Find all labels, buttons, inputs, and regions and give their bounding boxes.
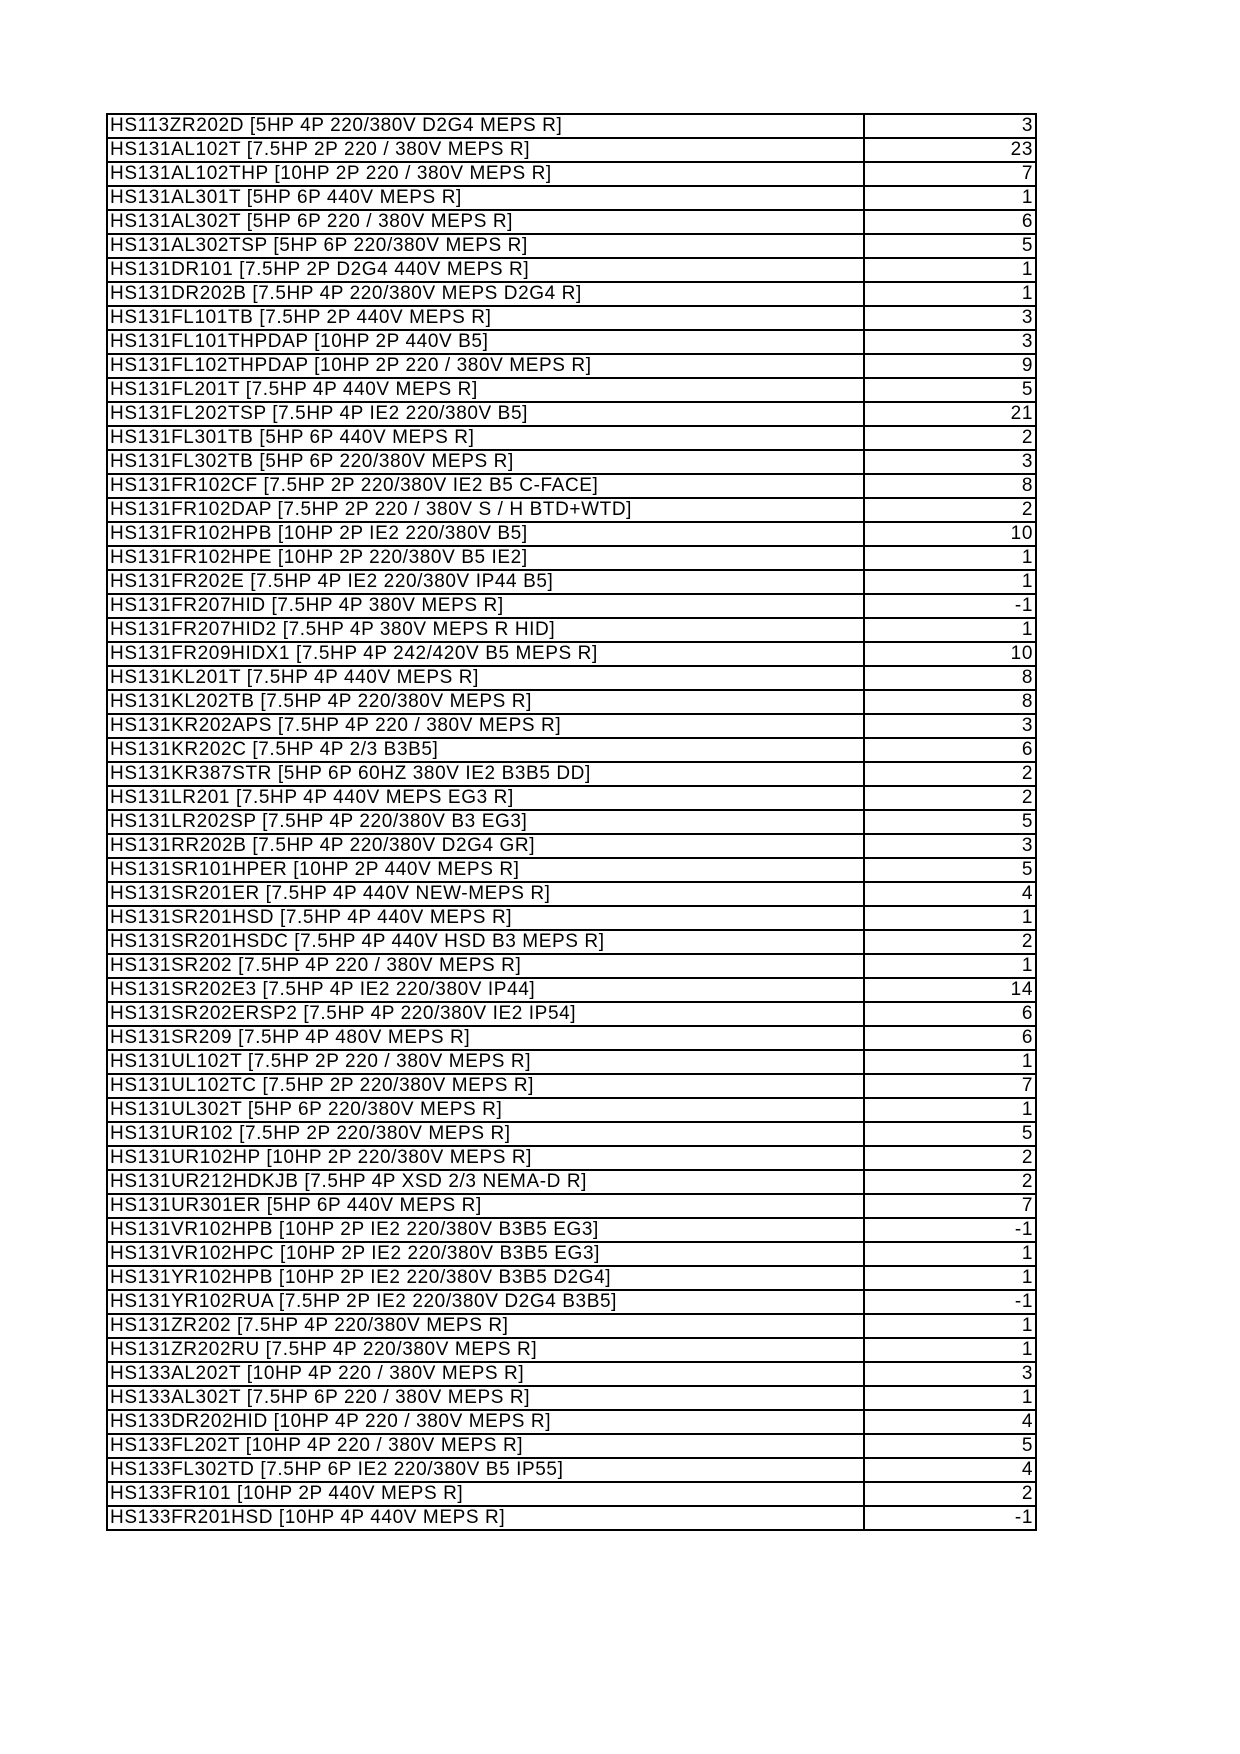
table-row bbox=[107, 354, 1036, 378]
table-row bbox=[107, 546, 1036, 570]
table-row bbox=[107, 786, 1036, 810]
item-description-cell: HS131FL202TSP [7.5HP 4P IE2 220/380V B5] bbox=[107, 402, 864, 426]
quantity-cell: 1 bbox=[864, 1242, 1036, 1266]
item-description-cell: HS131KR202APS [7.5HP 4P 220 / 380V MEPS R] bbox=[107, 714, 864, 738]
item-description-cell: HS131SR201ER [7.5HP 4P 440V NEW-MEPS R] bbox=[107, 882, 864, 906]
table-row bbox=[107, 666, 1036, 690]
item-description-cell: HS133DR202HID [10HP 4P 220 / 380V MEPS R] bbox=[107, 1410, 864, 1434]
quantity-cell: 2 bbox=[864, 786, 1036, 810]
quantity-cell: 9 bbox=[864, 354, 1036, 378]
quantity-cell: 1 bbox=[864, 1266, 1036, 1290]
table-row bbox=[107, 1386, 1036, 1410]
quantity-cell: 1 bbox=[864, 186, 1036, 210]
quantity-cell: 3 bbox=[864, 714, 1036, 738]
table-row bbox=[107, 1218, 1036, 1242]
quantity-cell: 1 bbox=[864, 1386, 1036, 1410]
quantity-cell: -1 bbox=[864, 594, 1036, 618]
quantity-cell: 4 bbox=[864, 1410, 1036, 1434]
item-description-cell: HS131AL102T [7.5HP 2P 220 / 380V MEPS R] bbox=[107, 138, 864, 162]
table-row bbox=[107, 186, 1036, 210]
quantity-cell: 3 bbox=[864, 1362, 1036, 1386]
item-description-cell: HS131SR201HSDC [7.5HP 4P 440V HSD B3 MEPS R] bbox=[107, 930, 864, 954]
item-description-cell: HS133AL302T [7.5HP 6P 220 / 380V MEPS R] bbox=[107, 1386, 864, 1410]
quantity-cell: 1 bbox=[864, 1050, 1036, 1074]
item-description-cell: HS131SR202ERSP2 [7.5HP 4P 220/380V IE2 IP54] bbox=[107, 1002, 864, 1026]
table-row bbox=[107, 1122, 1036, 1146]
item-description-cell: HS133FL202T [10HP 4P 220 / 380V MEPS R] bbox=[107, 1434, 864, 1458]
table-row bbox=[107, 1338, 1036, 1362]
quantity-cell: 14 bbox=[864, 978, 1036, 1002]
quantity-cell: 1 bbox=[864, 1314, 1036, 1338]
quantity-cell: 5 bbox=[864, 378, 1036, 402]
item-description-cell: HS131FR102CF [7.5HP 2P 220/380V IE2 B5 C-FACE] bbox=[107, 474, 864, 498]
table-row bbox=[107, 1458, 1036, 1482]
table-row bbox=[107, 762, 1036, 786]
item-description-cell: HS131YR102HPB [10HP 2P IE2 220/380V B3B5 D2G4] bbox=[107, 1266, 864, 1290]
table-row bbox=[107, 210, 1036, 234]
table-row bbox=[107, 522, 1036, 546]
item-description-cell: HS131LR201 [7.5HP 4P 440V MEPS EG3 R] bbox=[107, 786, 864, 810]
quantity-cell: -1 bbox=[864, 1218, 1036, 1242]
item-description-cell: HS131FR207HID [7.5HP 4P 380V MEPS R] bbox=[107, 594, 864, 618]
table-row bbox=[107, 162, 1036, 186]
quantity-cell: 1 bbox=[864, 1338, 1036, 1362]
quantity-cell: 5 bbox=[864, 234, 1036, 258]
item-description-cell: HS131FR209HIDX1 [7.5HP 4P 242/420V B5 MEPS R] bbox=[107, 642, 864, 666]
quantity-cell: 3 bbox=[864, 114, 1036, 138]
item-description-cell: HS133FR201HSD [10HP 4P 440V MEPS R] bbox=[107, 1506, 864, 1530]
item-description-cell: HS131FR202E [7.5HP 4P IE2 220/380V IP44 B5] bbox=[107, 570, 864, 594]
quantity-cell: 6 bbox=[864, 1026, 1036, 1050]
table-row bbox=[107, 1074, 1036, 1098]
table-row bbox=[107, 426, 1036, 450]
item-description-cell: HS131FL101TB [7.5HP 2P 440V MEPS R] bbox=[107, 306, 864, 330]
table-row bbox=[107, 594, 1036, 618]
item-description-cell: HS133AL202T [10HP 4P 220 / 380V MEPS R] bbox=[107, 1362, 864, 1386]
quantity-cell: 3 bbox=[864, 834, 1036, 858]
table-row bbox=[107, 1242, 1036, 1266]
quantity-cell: 1 bbox=[864, 282, 1036, 306]
item-description-cell: HS131FR207HID2 [7.5HP 4P 380V MEPS R HID] bbox=[107, 618, 864, 642]
table-row bbox=[107, 1410, 1036, 1434]
quantity-cell: 1 bbox=[864, 954, 1036, 978]
item-description-cell: HS131ZR202 [7.5HP 4P 220/380V MEPS R] bbox=[107, 1314, 864, 1338]
quantity-cell: 5 bbox=[864, 1122, 1036, 1146]
item-description-cell: HS131VR102HPC [10HP 2P IE2 220/380V B3B5 EG3] bbox=[107, 1242, 864, 1266]
quantity-cell: 3 bbox=[864, 330, 1036, 354]
item-description-cell: HS133FR101 [10HP 2P 440V MEPS R] bbox=[107, 1482, 864, 1506]
table-row bbox=[107, 1194, 1036, 1218]
item-description-cell: HS131SR201HSD [7.5HP 4P 440V MEPS R] bbox=[107, 906, 864, 930]
quantity-cell: -1 bbox=[864, 1506, 1036, 1530]
table-row bbox=[107, 618, 1036, 642]
item-description-cell: HS131LR202SP [7.5HP 4P 220/380V B3 EG3] bbox=[107, 810, 864, 834]
item-description-cell: HS131UR212HDKJB [7.5HP 4P XSD 2/3 NEMA-D R] bbox=[107, 1170, 864, 1194]
table-row bbox=[107, 738, 1036, 762]
item-description-cell: HS131DR202B [7.5HP 4P 220/380V MEPS D2G4 R] bbox=[107, 282, 864, 306]
quantity-cell: 10 bbox=[864, 522, 1036, 546]
item-description-cell: HS131KR387STR [5HP 6P 60HZ 380V IE2 B3B5 DD] bbox=[107, 762, 864, 786]
quantity-cell: 7 bbox=[864, 162, 1036, 186]
item-description-cell: HS131SR101HPER [10HP 2P 440V MEPS R] bbox=[107, 858, 864, 882]
item-description-cell: HS131VR102HPB [10HP 2P IE2 220/380V B3B5 EG3] bbox=[107, 1218, 864, 1242]
table-row bbox=[107, 882, 1036, 906]
item-description-cell: HS131FL302TB [5HP 6P 220/380V MEPS R] bbox=[107, 450, 864, 474]
quantity-cell: 2 bbox=[864, 1170, 1036, 1194]
table-row bbox=[107, 858, 1036, 882]
item-description-cell: HS131UL102TC [7.5HP 2P 220/380V MEPS R] bbox=[107, 1074, 864, 1098]
table-row bbox=[107, 1290, 1036, 1314]
quantity-cell: 21 bbox=[864, 402, 1036, 426]
table-row bbox=[107, 1506, 1036, 1530]
table-row bbox=[107, 1050, 1036, 1074]
table-row bbox=[107, 258, 1036, 282]
quantity-cell: 2 bbox=[864, 1482, 1036, 1506]
item-description-cell: HS131ZR202RU [7.5HP 4P 220/380V MEPS R] bbox=[107, 1338, 864, 1362]
quantity-cell: 3 bbox=[864, 306, 1036, 330]
quantity-cell: 4 bbox=[864, 1458, 1036, 1482]
quantity-cell: 2 bbox=[864, 1146, 1036, 1170]
item-description-cell: HS131FL201T [7.5HP 4P 440V MEPS R] bbox=[107, 378, 864, 402]
table-row bbox=[107, 1026, 1036, 1050]
table-row bbox=[107, 1362, 1036, 1386]
table-row bbox=[107, 954, 1036, 978]
table-row bbox=[107, 810, 1036, 834]
quantity-cell: 5 bbox=[864, 810, 1036, 834]
quantity-cell: 2 bbox=[864, 498, 1036, 522]
quantity-cell: 3 bbox=[864, 450, 1036, 474]
item-description-cell: HS131FR102DAP [7.5HP 2P 220 / 380V S / H BTD+WTD] bbox=[107, 498, 864, 522]
table-row bbox=[107, 306, 1036, 330]
quantity-cell: 23 bbox=[864, 138, 1036, 162]
item-description-cell: HS131YR102RUA [7.5HP 2P IE2 220/380V D2G4 B3B5] bbox=[107, 1290, 864, 1314]
table-row bbox=[107, 138, 1036, 162]
table-row bbox=[107, 834, 1036, 858]
table-row bbox=[107, 570, 1036, 594]
quantity-cell: 6 bbox=[864, 210, 1036, 234]
inventory-table-body bbox=[107, 114, 1036, 1530]
quantity-cell: 1 bbox=[864, 618, 1036, 642]
inventory-sheet bbox=[106, 113, 1035, 1531]
quantity-cell: 7 bbox=[864, 1074, 1036, 1098]
table-row bbox=[107, 474, 1036, 498]
item-description-cell: HS131DR101 [7.5HP 2P D2G4 440V MEPS R] bbox=[107, 258, 864, 282]
item-description-cell: HS131SR202 [7.5HP 4P 220 / 380V MEPS R] bbox=[107, 954, 864, 978]
quantity-cell: 5 bbox=[864, 858, 1036, 882]
item-description-cell: HS131SR202E3 [7.5HP 4P IE2 220/380V IP44] bbox=[107, 978, 864, 1002]
table-row bbox=[107, 282, 1036, 306]
quantity-cell: 1 bbox=[864, 570, 1036, 594]
table-row bbox=[107, 378, 1036, 402]
quantity-cell: 2 bbox=[864, 426, 1036, 450]
item-description-cell: HS131AL102THP [10HP 2P 220 / 380V MEPS R] bbox=[107, 162, 864, 186]
item-description-cell: HS131RR202B [7.5HP 4P 220/380V D2G4 GR] bbox=[107, 834, 864, 858]
item-description-cell: HS131UR102HP [10HP 2P 220/380V MEPS R] bbox=[107, 1146, 864, 1170]
quantity-cell: 6 bbox=[864, 738, 1036, 762]
item-description-cell: HS131UL102T [7.5HP 2P 220 / 380V MEPS R] bbox=[107, 1050, 864, 1074]
table-row bbox=[107, 1170, 1036, 1194]
item-description-cell: HS131SR209 [7.5HP 4P 480V MEPS R] bbox=[107, 1026, 864, 1050]
table-row bbox=[107, 930, 1036, 954]
item-description-cell: HS131FL102THPDAP [10HP 2P 220 / 380V MEPS R] bbox=[107, 354, 864, 378]
item-description-cell: HS131FR102HPB [10HP 2P IE2 220/380V B5] bbox=[107, 522, 864, 546]
table-row bbox=[107, 330, 1036, 354]
quantity-cell: 2 bbox=[864, 930, 1036, 954]
quantity-cell: -1 bbox=[864, 1290, 1036, 1314]
item-description-cell: HS131UR301ER [5HP 6P 440V MEPS R] bbox=[107, 1194, 864, 1218]
table-row bbox=[107, 1098, 1036, 1122]
table-row bbox=[107, 234, 1036, 258]
item-description-cell: HS131AL302T [5HP 6P 220 / 380V MEPS R] bbox=[107, 210, 864, 234]
table-row bbox=[107, 1146, 1036, 1170]
item-description-cell: HS131UR102 [7.5HP 2P 220/380V MEPS R] bbox=[107, 1122, 864, 1146]
item-description-cell: HS131UL302T [5HP 6P 220/380V MEPS R] bbox=[107, 1098, 864, 1122]
quantity-cell: 5 bbox=[864, 1434, 1036, 1458]
table-row bbox=[107, 1266, 1036, 1290]
item-description-cell: HS131AL301T [5HP 6P 440V MEPS R] bbox=[107, 186, 864, 210]
quantity-cell: 1 bbox=[864, 906, 1036, 930]
table-row bbox=[107, 978, 1036, 1002]
inventory-table bbox=[106, 113, 1037, 1531]
item-description-cell: HS131FL301TB [5HP 6P 440V MEPS R] bbox=[107, 426, 864, 450]
table-row bbox=[107, 498, 1036, 522]
item-description-cell: HS113ZR202D [5HP 4P 220/380V D2G4 MEPS R] bbox=[107, 114, 864, 138]
quantity-cell: 1 bbox=[864, 1098, 1036, 1122]
item-description-cell: HS131FL101THPDAP [10HP 2P 440V B5] bbox=[107, 330, 864, 354]
quantity-cell: 8 bbox=[864, 690, 1036, 714]
item-description-cell: HS131KL201T [7.5HP 4P 440V MEPS R] bbox=[107, 666, 864, 690]
table-row bbox=[107, 450, 1036, 474]
quantity-cell: 1 bbox=[864, 546, 1036, 570]
table-row bbox=[107, 690, 1036, 714]
table-row bbox=[107, 114, 1036, 138]
quantity-cell: 10 bbox=[864, 642, 1036, 666]
table-row bbox=[107, 1434, 1036, 1458]
item-description-cell: HS131KR202C [7.5HP 4P 2/3 B3B5] bbox=[107, 738, 864, 762]
quantity-cell: 8 bbox=[864, 474, 1036, 498]
table-row bbox=[107, 1482, 1036, 1506]
item-description-cell: HS131FR102HPE [10HP 2P 220/380V B5 IE2] bbox=[107, 546, 864, 570]
quantity-cell: 1 bbox=[864, 258, 1036, 282]
quantity-cell: 4 bbox=[864, 882, 1036, 906]
quantity-cell: 2 bbox=[864, 762, 1036, 786]
item-description-cell: HS133FL302TD [7.5HP 6P IE2 220/380V B5 IP55] bbox=[107, 1458, 864, 1482]
quantity-cell: 6 bbox=[864, 1002, 1036, 1026]
quantity-cell: 8 bbox=[864, 666, 1036, 690]
table-row bbox=[107, 906, 1036, 930]
table-row bbox=[107, 402, 1036, 426]
quantity-cell: 7 bbox=[864, 1194, 1036, 1218]
item-description-cell: HS131KL202TB [7.5HP 4P 220/380V MEPS R] bbox=[107, 690, 864, 714]
item-description-cell: HS131AL302TSP [5HP 6P 220/380V MEPS R] bbox=[107, 234, 864, 258]
table-row bbox=[107, 642, 1036, 666]
table-row bbox=[107, 1314, 1036, 1338]
table-row bbox=[107, 1002, 1036, 1026]
table-row bbox=[107, 714, 1036, 738]
